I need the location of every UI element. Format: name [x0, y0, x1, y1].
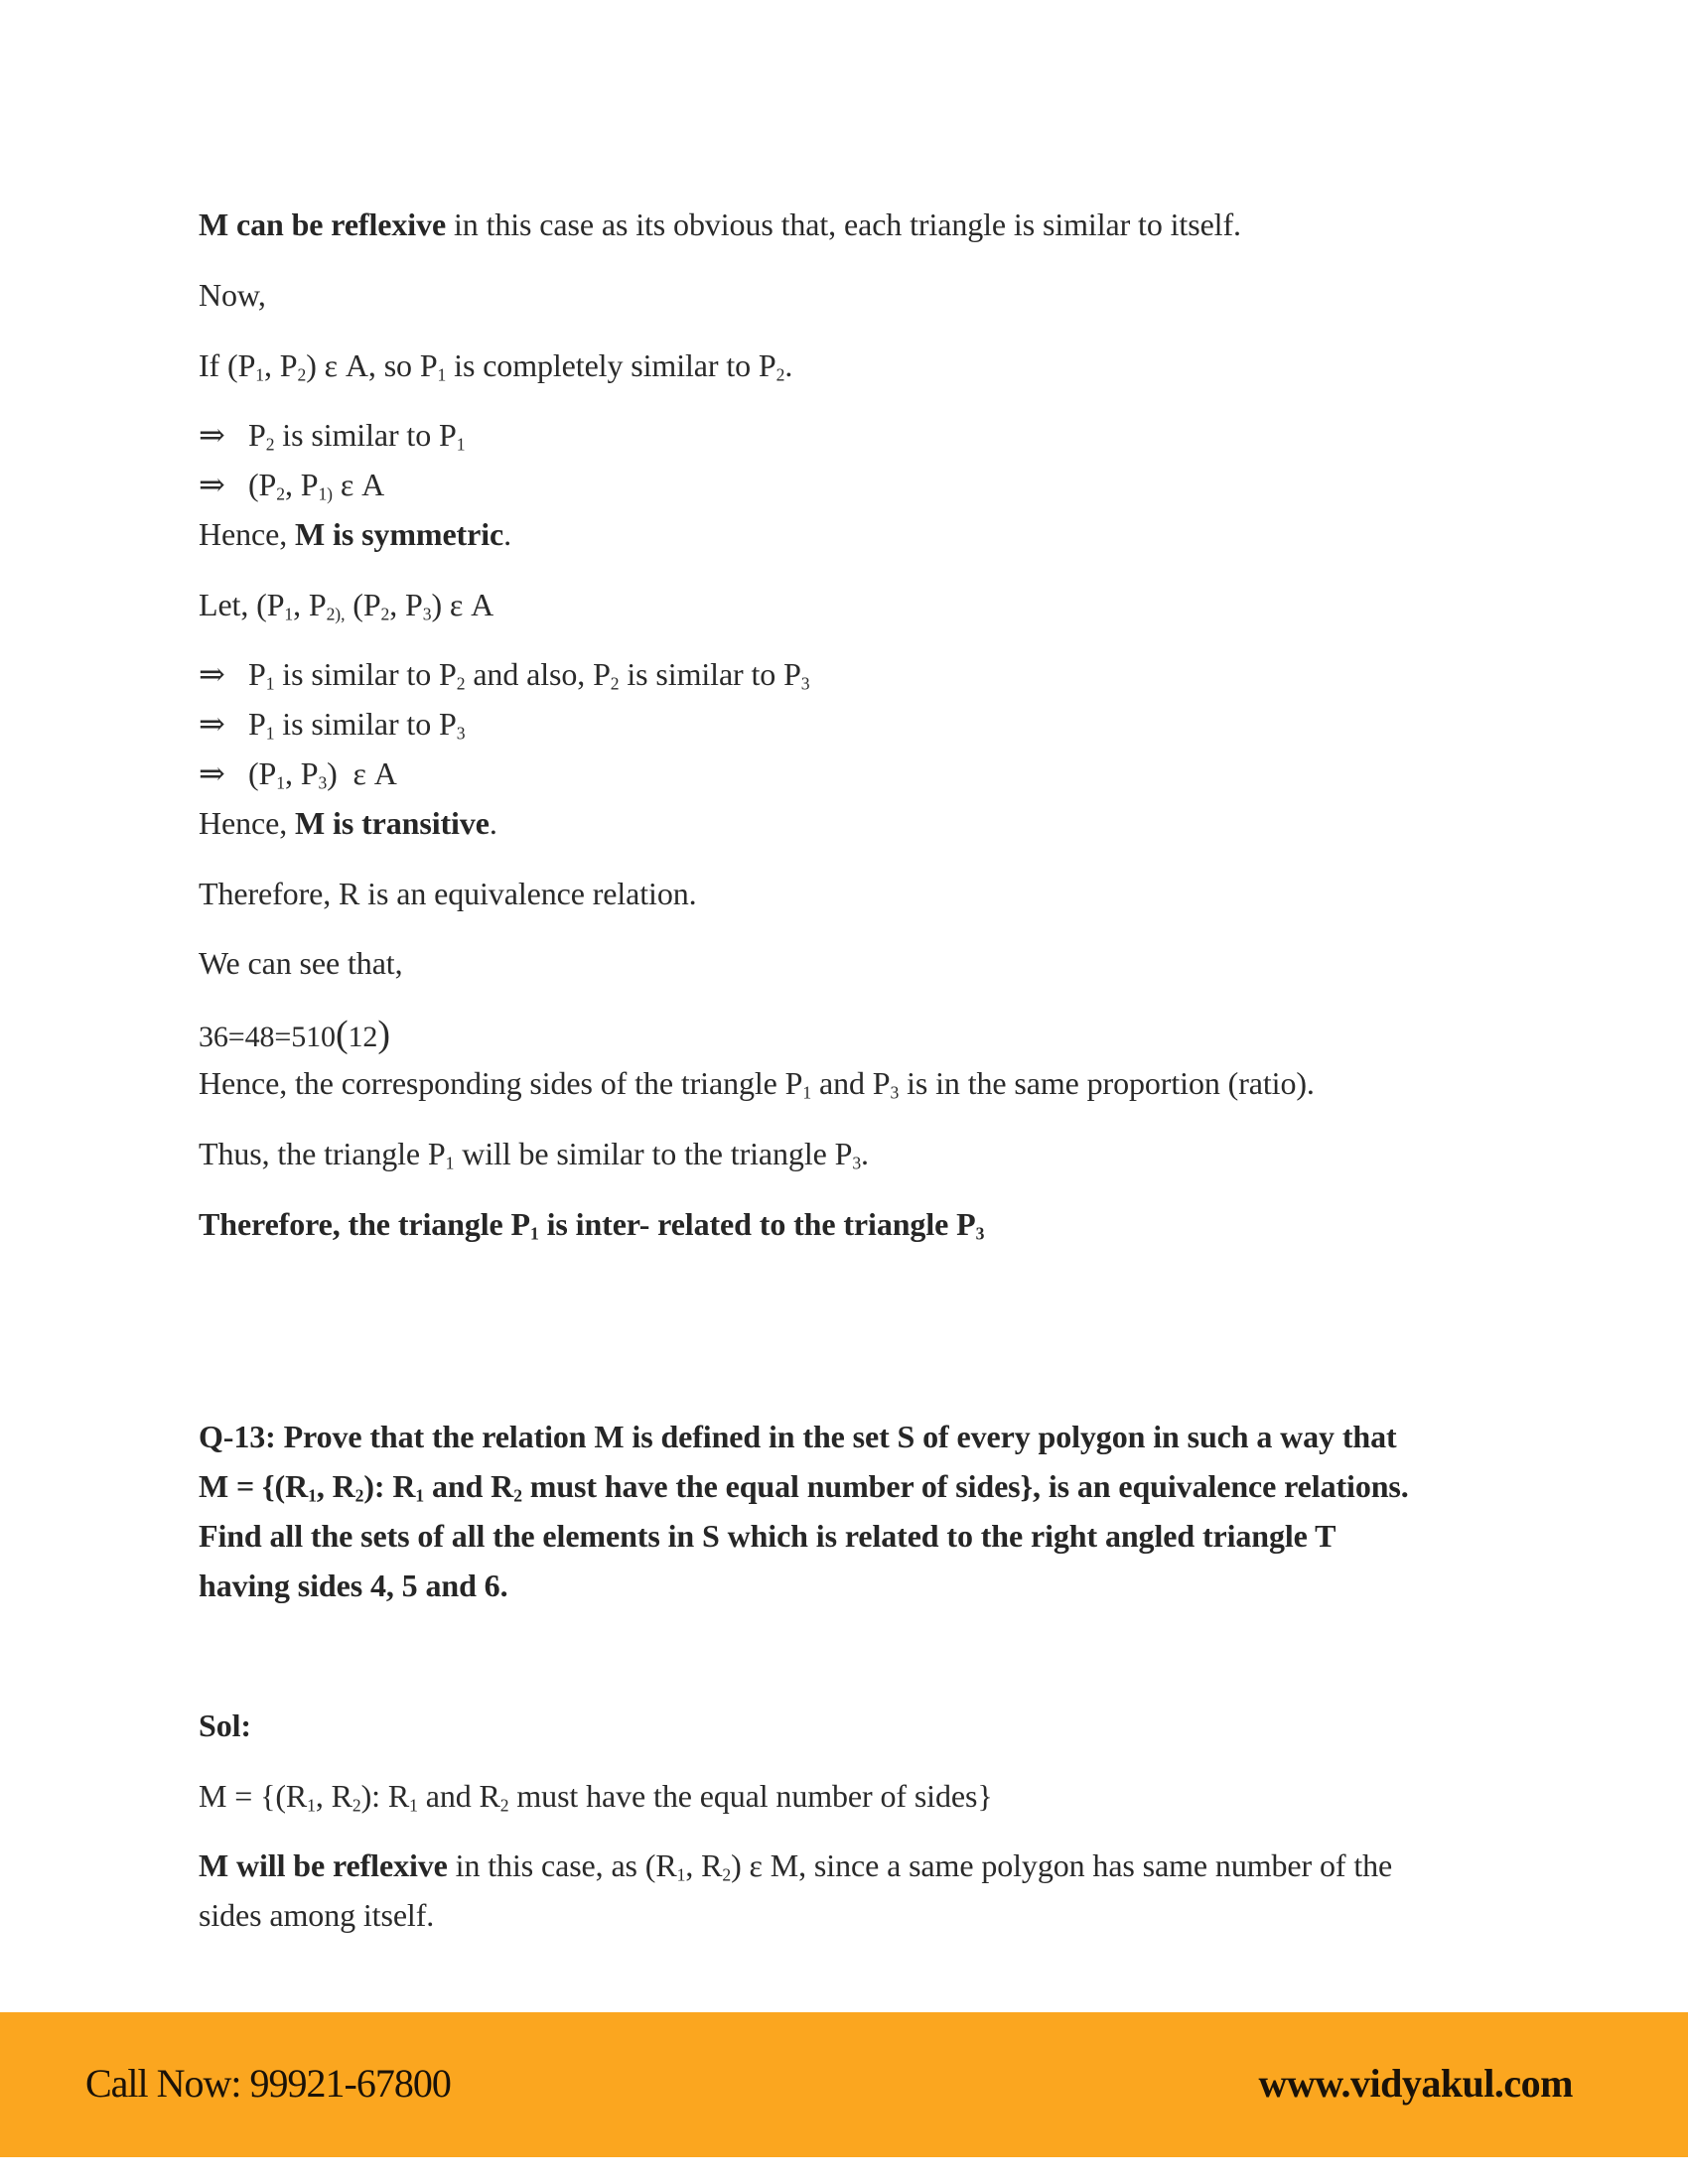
text: M = {(R — [199, 1468, 309, 1504]
subscript: 2 — [722, 1864, 732, 1885]
implies-arrow-icon: ⇒ — [199, 417, 225, 453]
question-line-1: Q-13: Prove that the relation M is defined in the set S of every polygon in such a way that — [199, 1419, 1397, 1454]
text: is similar to P — [619, 656, 801, 692]
implies-arrow-icon: ⇒ — [199, 656, 225, 692]
let-line — [199, 585, 493, 624]
text: is similar to P — [274, 417, 457, 453]
text: , P — [284, 467, 319, 502]
text: is similar to P — [274, 706, 457, 742]
solution-reflexive-line-1 — [199, 1845, 1392, 1885]
subscript: 1 — [308, 1485, 317, 1506]
subscript: 2 — [354, 1485, 364, 1506]
text: , P — [263, 347, 298, 383]
question-line-3: Find all the sets of all the elements in S which is related to the right angled triangle T — [199, 1518, 1336, 1554]
text: (P — [345, 587, 381, 622]
text: is inter- related to the triangle P — [538, 1206, 976, 1242]
subscript: 2 — [610, 673, 620, 694]
text: Hence, the corresponding sides of the triangle P — [199, 1065, 803, 1101]
text: (P — [248, 755, 277, 791]
text: ) ε M, since a same polygon has same number of the — [731, 1847, 1393, 1883]
reflexive-rest: in this case as its obvious that, each triangle is similar to itself. — [446, 206, 1241, 242]
transitive-step-1 — [199, 654, 810, 694]
sol-label: Sol: — [199, 1707, 251, 1743]
text: must have the equal number of sides} — [508, 1778, 993, 1814]
text: . — [489, 805, 497, 841]
text: Therefore, the triangle P — [199, 1206, 531, 1242]
subscript: 2 — [499, 1795, 509, 1816]
symmetric-bold: M is symmetric — [295, 516, 504, 552]
reflexive-bold: M can be reflexive — [199, 206, 447, 242]
subscript: 2 — [513, 1485, 522, 1506]
reflexive-bold: M will be reflexive — [199, 1847, 448, 1883]
text: must have the equal number of sides}, is an equivalence relations. — [521, 1468, 1409, 1504]
text: , R — [685, 1847, 723, 1883]
subscript: 3 — [975, 1223, 985, 1244]
text: Hence, — [199, 805, 296, 841]
text: P — [248, 417, 266, 453]
subscript: 1 — [265, 673, 275, 694]
subscript: 3 — [456, 723, 466, 744]
text: Let, (P — [199, 587, 285, 622]
subscript: 1 — [255, 364, 264, 385]
subscript: 3 — [890, 1082, 900, 1103]
text: and P — [811, 1065, 891, 1101]
solution-reflexive-line-2: sides among itself. — [199, 1897, 435, 1933]
subscript: 2 — [265, 434, 275, 455]
equivalence-conclusion: Therefore, R is an equivalence relation. — [199, 876, 697, 911]
text: ( — [335, 1014, 349, 1055]
transitive-step-3 — [199, 753, 397, 793]
subscript: 1 — [307, 1795, 316, 1816]
subscript: 2 — [297, 364, 307, 385]
symmetric-conclusion — [199, 514, 511, 554]
text: Thus, the triangle P — [199, 1136, 446, 1171]
text: , R — [316, 1468, 355, 1504]
ratio-line — [199, 1015, 390, 1057]
text: M = {(R — [199, 1778, 308, 1814]
text: ) ε A — [327, 755, 397, 791]
text: is in the same proportion (ratio). — [899, 1065, 1315, 1101]
subscript: 1 — [530, 1223, 539, 1244]
subscript: 3 — [852, 1153, 862, 1173]
text: and R — [417, 1778, 500, 1814]
subscript: 1 — [437, 364, 447, 385]
text: Hence, — [199, 516, 296, 552]
text: ) ε A, so P — [306, 347, 438, 383]
subscript: 1 — [802, 1082, 812, 1103]
subscript: 1 — [276, 772, 285, 793]
text: ): R — [363, 1468, 416, 1504]
text: . — [503, 516, 512, 552]
website-link[interactable]: www.vidyakul.com — [1258, 2061, 1573, 2106]
text: P — [248, 706, 266, 742]
transitive-conclusion — [199, 803, 497, 843]
subscript: 2), — [326, 604, 346, 624]
now-line: Now, — [199, 277, 266, 313]
subscript: 1 — [456, 434, 466, 455]
text: ) — [377, 1014, 390, 1055]
reflexive-statement — [199, 205, 1241, 244]
text: . — [861, 1136, 869, 1171]
question-line-2 — [199, 1466, 1409, 1506]
subscript: 3 — [318, 772, 328, 793]
text: , P — [389, 587, 423, 622]
implies-arrow-icon: ⇒ — [199, 467, 225, 502]
call-now-text: Call Now: 99921-67800 — [85, 2061, 451, 2106]
subscript: 1 — [265, 723, 275, 744]
subscript: 2 — [380, 604, 390, 624]
text: will be similar to the triangle P — [454, 1136, 853, 1171]
transitive-step-2 — [199, 704, 465, 744]
footer-band — [0, 2012, 1688, 2157]
text: 36=48=510 — [199, 1021, 336, 1053]
question-line-4: having sides 4, 5 and 6. — [199, 1568, 508, 1603]
subscript: 2 — [775, 364, 785, 385]
subscript: 1 — [409, 1795, 418, 1816]
text: and R — [424, 1468, 514, 1504]
text: ε A — [332, 467, 385, 502]
final-conclusion — [199, 1204, 984, 1244]
implies-arrow-icon: ⇒ — [199, 755, 225, 791]
subscript: 1 — [284, 604, 294, 624]
text: , R — [315, 1778, 352, 1814]
symmetric-step-1 — [199, 415, 465, 455]
subscript: 2 — [352, 1795, 361, 1816]
subscript: 3 — [422, 604, 432, 624]
thus-line — [199, 1134, 869, 1173]
corresponding-sides-line — [199, 1063, 1315, 1103]
text: 12 — [348, 1021, 378, 1053]
text: . — [784, 347, 793, 383]
if-line — [199, 345, 792, 385]
transitive-bold: M is transitive — [295, 805, 490, 841]
definition-line — [199, 1776, 993, 1816]
subscript: 3 — [800, 673, 810, 694]
subscript: 1 — [676, 1864, 686, 1885]
text: , P — [284, 755, 319, 791]
subscript: 1) — [318, 483, 333, 504]
text: is completely similar to P — [446, 347, 776, 383]
text: If (P — [199, 347, 256, 383]
text: ): R — [360, 1778, 410, 1814]
text: P — [248, 656, 266, 692]
text: and also, P — [465, 656, 611, 692]
text: in this case, as (R — [447, 1847, 677, 1883]
subscript: 2 — [276, 483, 285, 504]
subscript: 2 — [456, 673, 466, 694]
subscript: 1 — [415, 1485, 425, 1506]
text: , P — [293, 587, 327, 622]
subscript: 1 — [445, 1153, 455, 1173]
text: ) ε A — [431, 587, 494, 622]
we-can-see-line: We can see that, — [199, 945, 403, 981]
implies-arrow-icon: ⇒ — [199, 706, 225, 742]
text: (P — [248, 467, 277, 502]
text: is similar to P — [274, 656, 457, 692]
symmetric-step-2 — [199, 465, 384, 504]
